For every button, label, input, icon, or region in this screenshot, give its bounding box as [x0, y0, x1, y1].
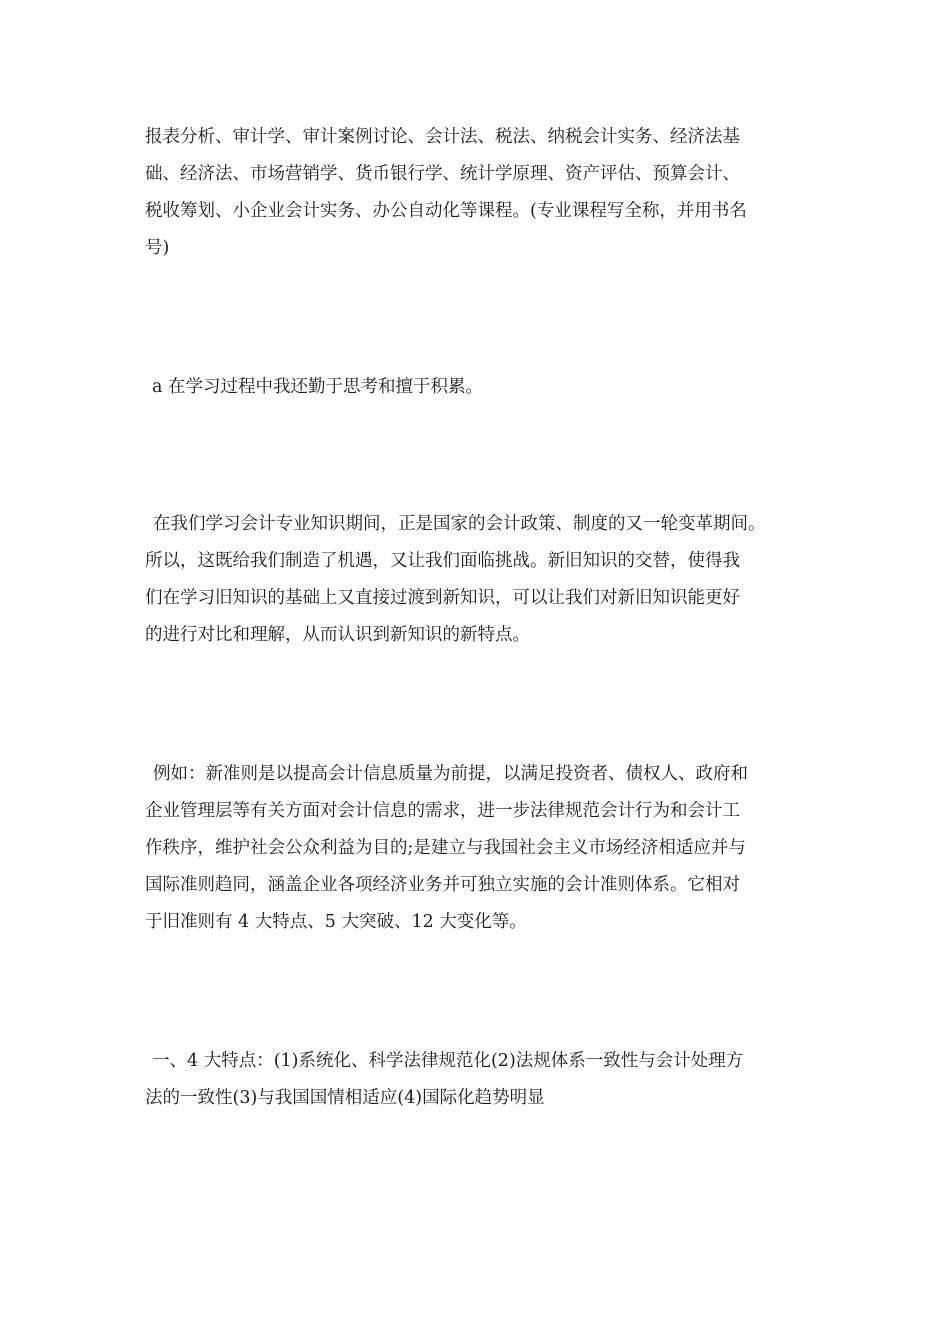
text-line: 报表分析、审计学、审计案例讨论、会计法、税法、纳税会计实务、经济法基: [145, 127, 740, 147]
text-line: a 在学习过程中我还勤于思考和擅于积累。: [152, 377, 483, 397]
text-line: 的进行对比和理解，从而认识到新知识的新特点。: [145, 625, 530, 645]
text-line: 国际准则趋同，涵盖企业各项经济业务并可独立实施的会计准则体系。它相对: [145, 875, 740, 895]
text-line: 企业管理层等有关方面对会计信息的需求，进一步法律规范会计行为和会计工: [145, 801, 740, 821]
text-line: 税收筹划、小企业会计实务、办公自动化等课程。(专业课程写全称，并用书名: [145, 201, 747, 221]
text-line: 所以，这既给我们制造了机遇，又让我们面临挑战。新旧知识的交替，使得我: [145, 551, 740, 571]
text-line: 号): [145, 238, 170, 258]
text-line: 础、经济法、市场营销学、货币银行学、统计学原理、资产评估、预算会计、: [145, 164, 740, 184]
text-line: 法的一致性(3)与我国国情相适应(4)国际化趋势明显: [145, 1088, 545, 1108]
text-line: 们在学习旧知识的基础上又直接过渡到新知识，可以让我们对新旧知识能更好: [145, 588, 740, 608]
text-line: 于旧准则有 4 大特点、5 大突破、12 大变化等。: [145, 912, 527, 932]
text-line: 例如：新准则是以提高会计信息质量为前提，以满足投资者、债权人、政府和: [153, 764, 748, 784]
text-line: 在我们学习会计专业知识期间，正是国家的会计政策、制度的又一轮变革期间。: [153, 514, 766, 534]
text-line: 作秩序，维护社会公众利益为目的;是建立与我国社会主义市场经济相适应并与: [145, 838, 746, 858]
text-line: 一、4 大特点：(1)系统化、科学法律规范化(2)法规体系一致性与会计处理方: [152, 1051, 744, 1071]
